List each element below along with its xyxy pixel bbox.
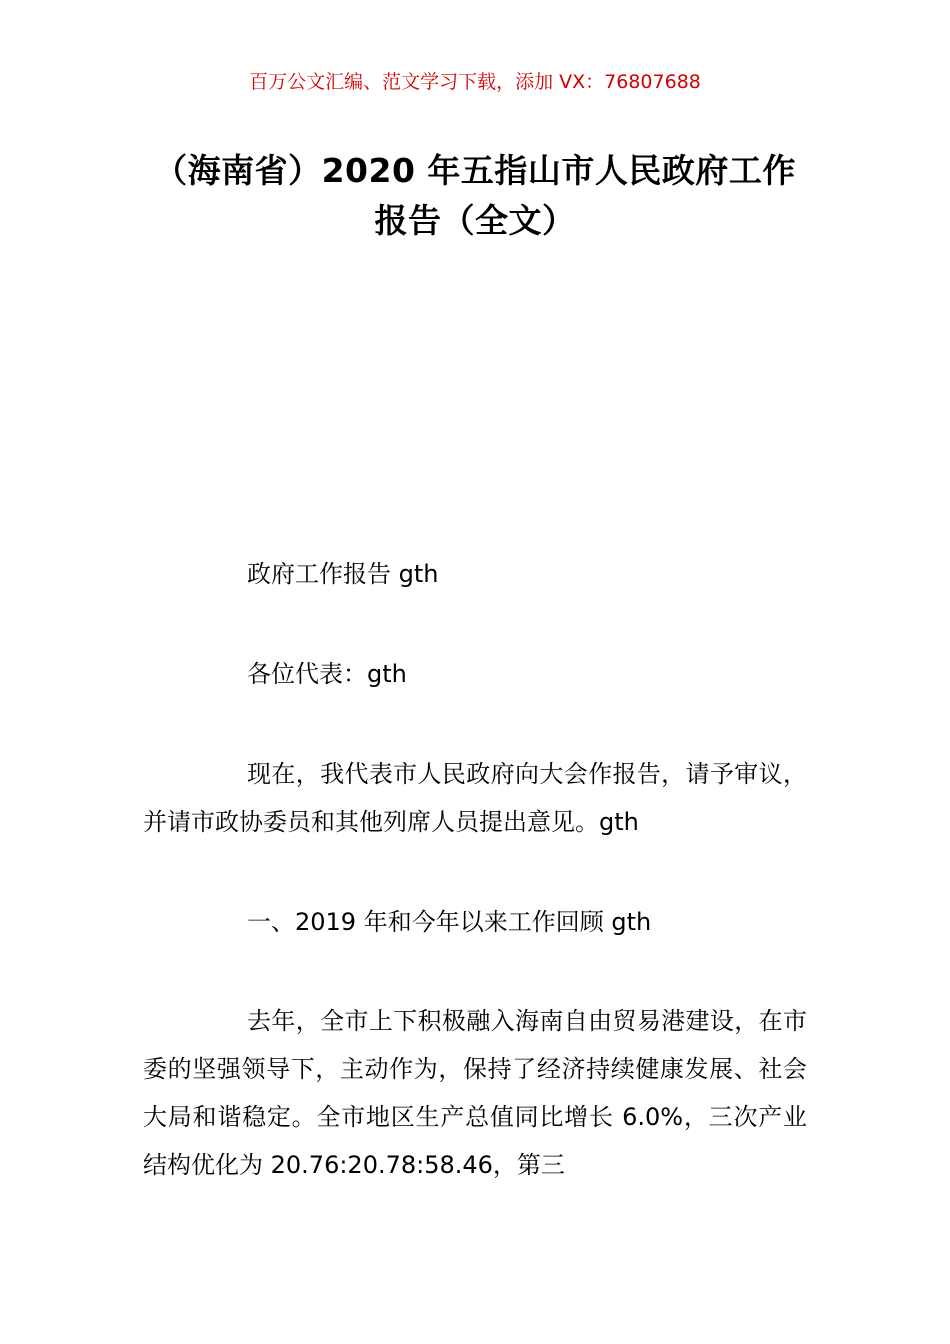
document-title: （海南省）2020 年五指山市人民政府工作报告（全文） <box>154 151 796 240</box>
paragraph-review-body: 去年，全市上下积极融入海南自由贸易港建设，在市委的坚强领导下，主动作为，保持了经济持续健康发展、社会大局和谐稳定。全市地区生产总值同比增长 6.0%，三次产业结构优化为 20.76:20.78:58.46，第三 <box>143 1007 807 1179</box>
header-watermark-note: 百万公文汇编、范文学习下载，添加 VX：76807688 <box>249 71 701 93</box>
paragraph-salutation: 各位代表：gth <box>247 660 407 688</box>
paragraph-report-label: 政府工作报告 gth <box>247 560 439 588</box>
section-heading-review: 一、2019 年和今年以来工作回顾 gth <box>247 908 652 936</box>
paragraph-opening: 现在，我代表市人民政府向大会作报告，请予审议，并请市政协委员和其他列席人员提出意见。gth <box>143 760 807 836</box>
